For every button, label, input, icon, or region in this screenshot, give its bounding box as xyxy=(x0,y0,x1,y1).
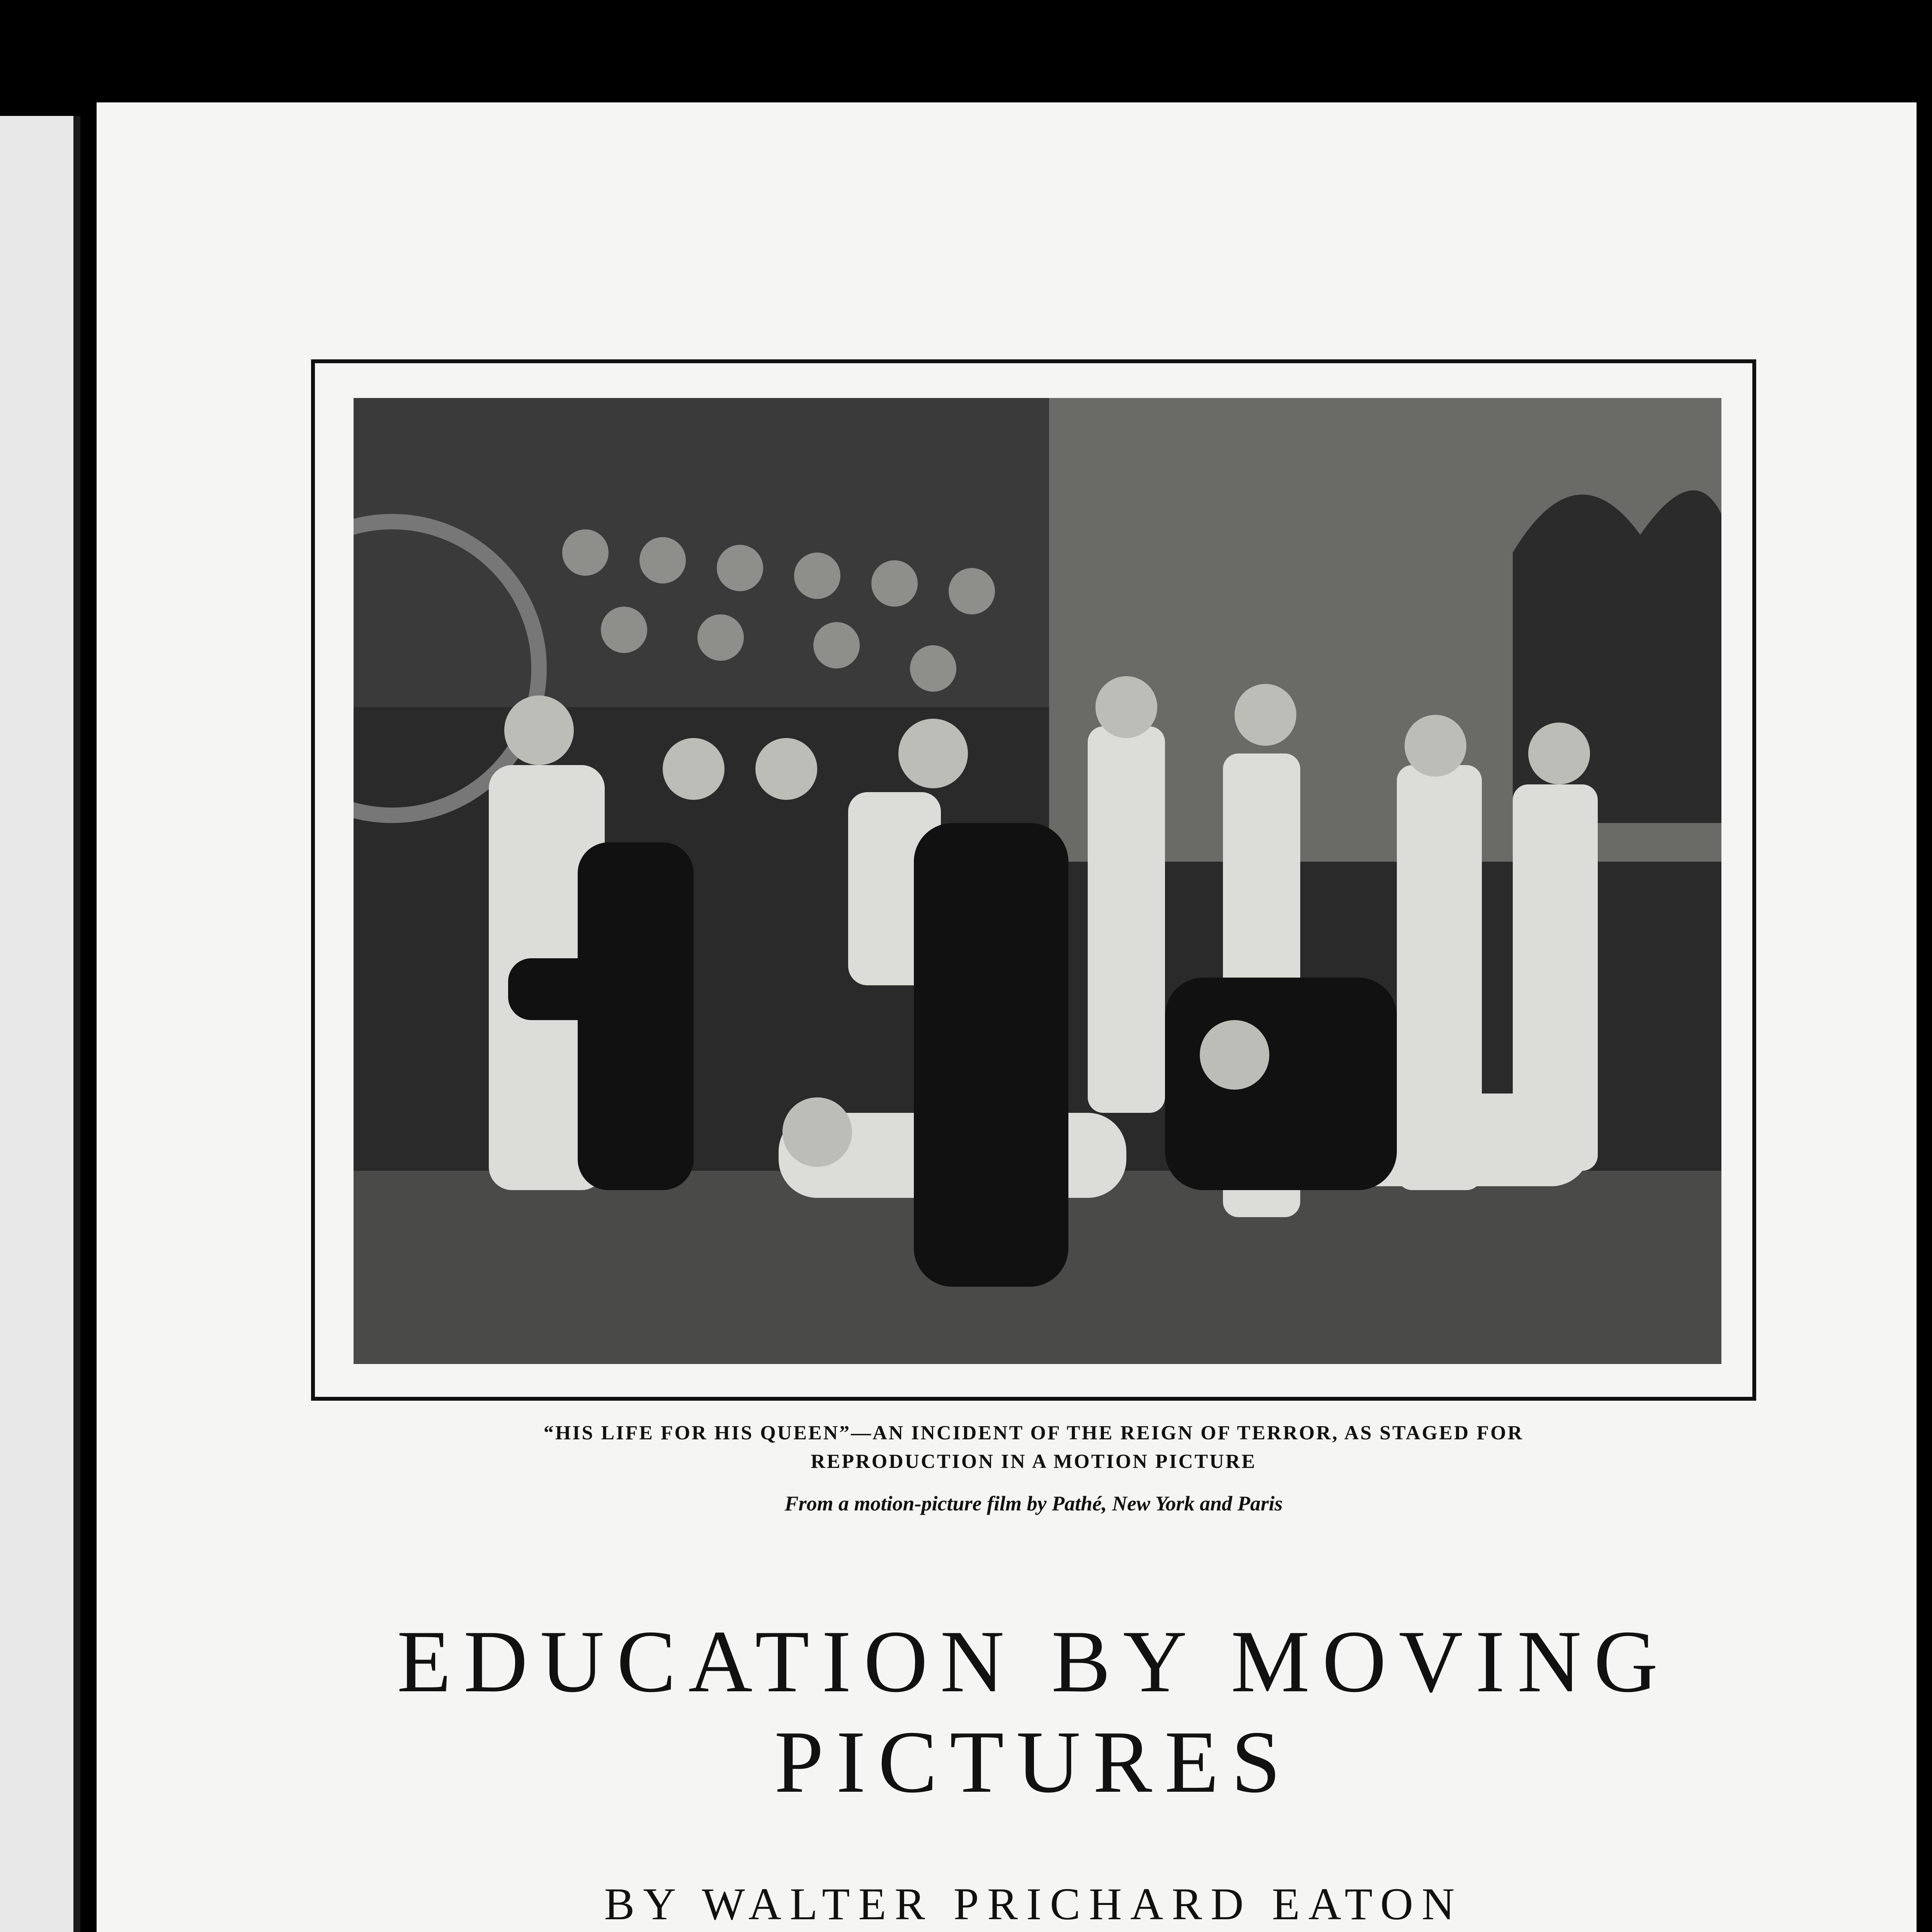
film-still-illustration xyxy=(354,398,1721,1364)
photo-caption-line-2: REPRODUCTION IN A MOTION PICTURE xyxy=(811,1451,1257,1473)
article-title-line-1: EDUCATION BY MOVING xyxy=(397,1612,1670,1711)
author-byline: BY WALTER PRICHARD EATON xyxy=(604,1879,1463,1929)
facing-page-edge xyxy=(0,116,80,1932)
photo-credit: From a motion-picture film by Pathé, New York and Paris xyxy=(784,1492,1283,1515)
film-still-photograph xyxy=(354,398,1721,1364)
photo-caption-line-1: “HIS LIFE FOR HIS QUEEN”—AN INCIDENT OF THE REIGN OF TERROR, AS STAGED FOR xyxy=(543,1422,1524,1444)
article-title-line-2: PICTURES xyxy=(774,1713,1293,1811)
